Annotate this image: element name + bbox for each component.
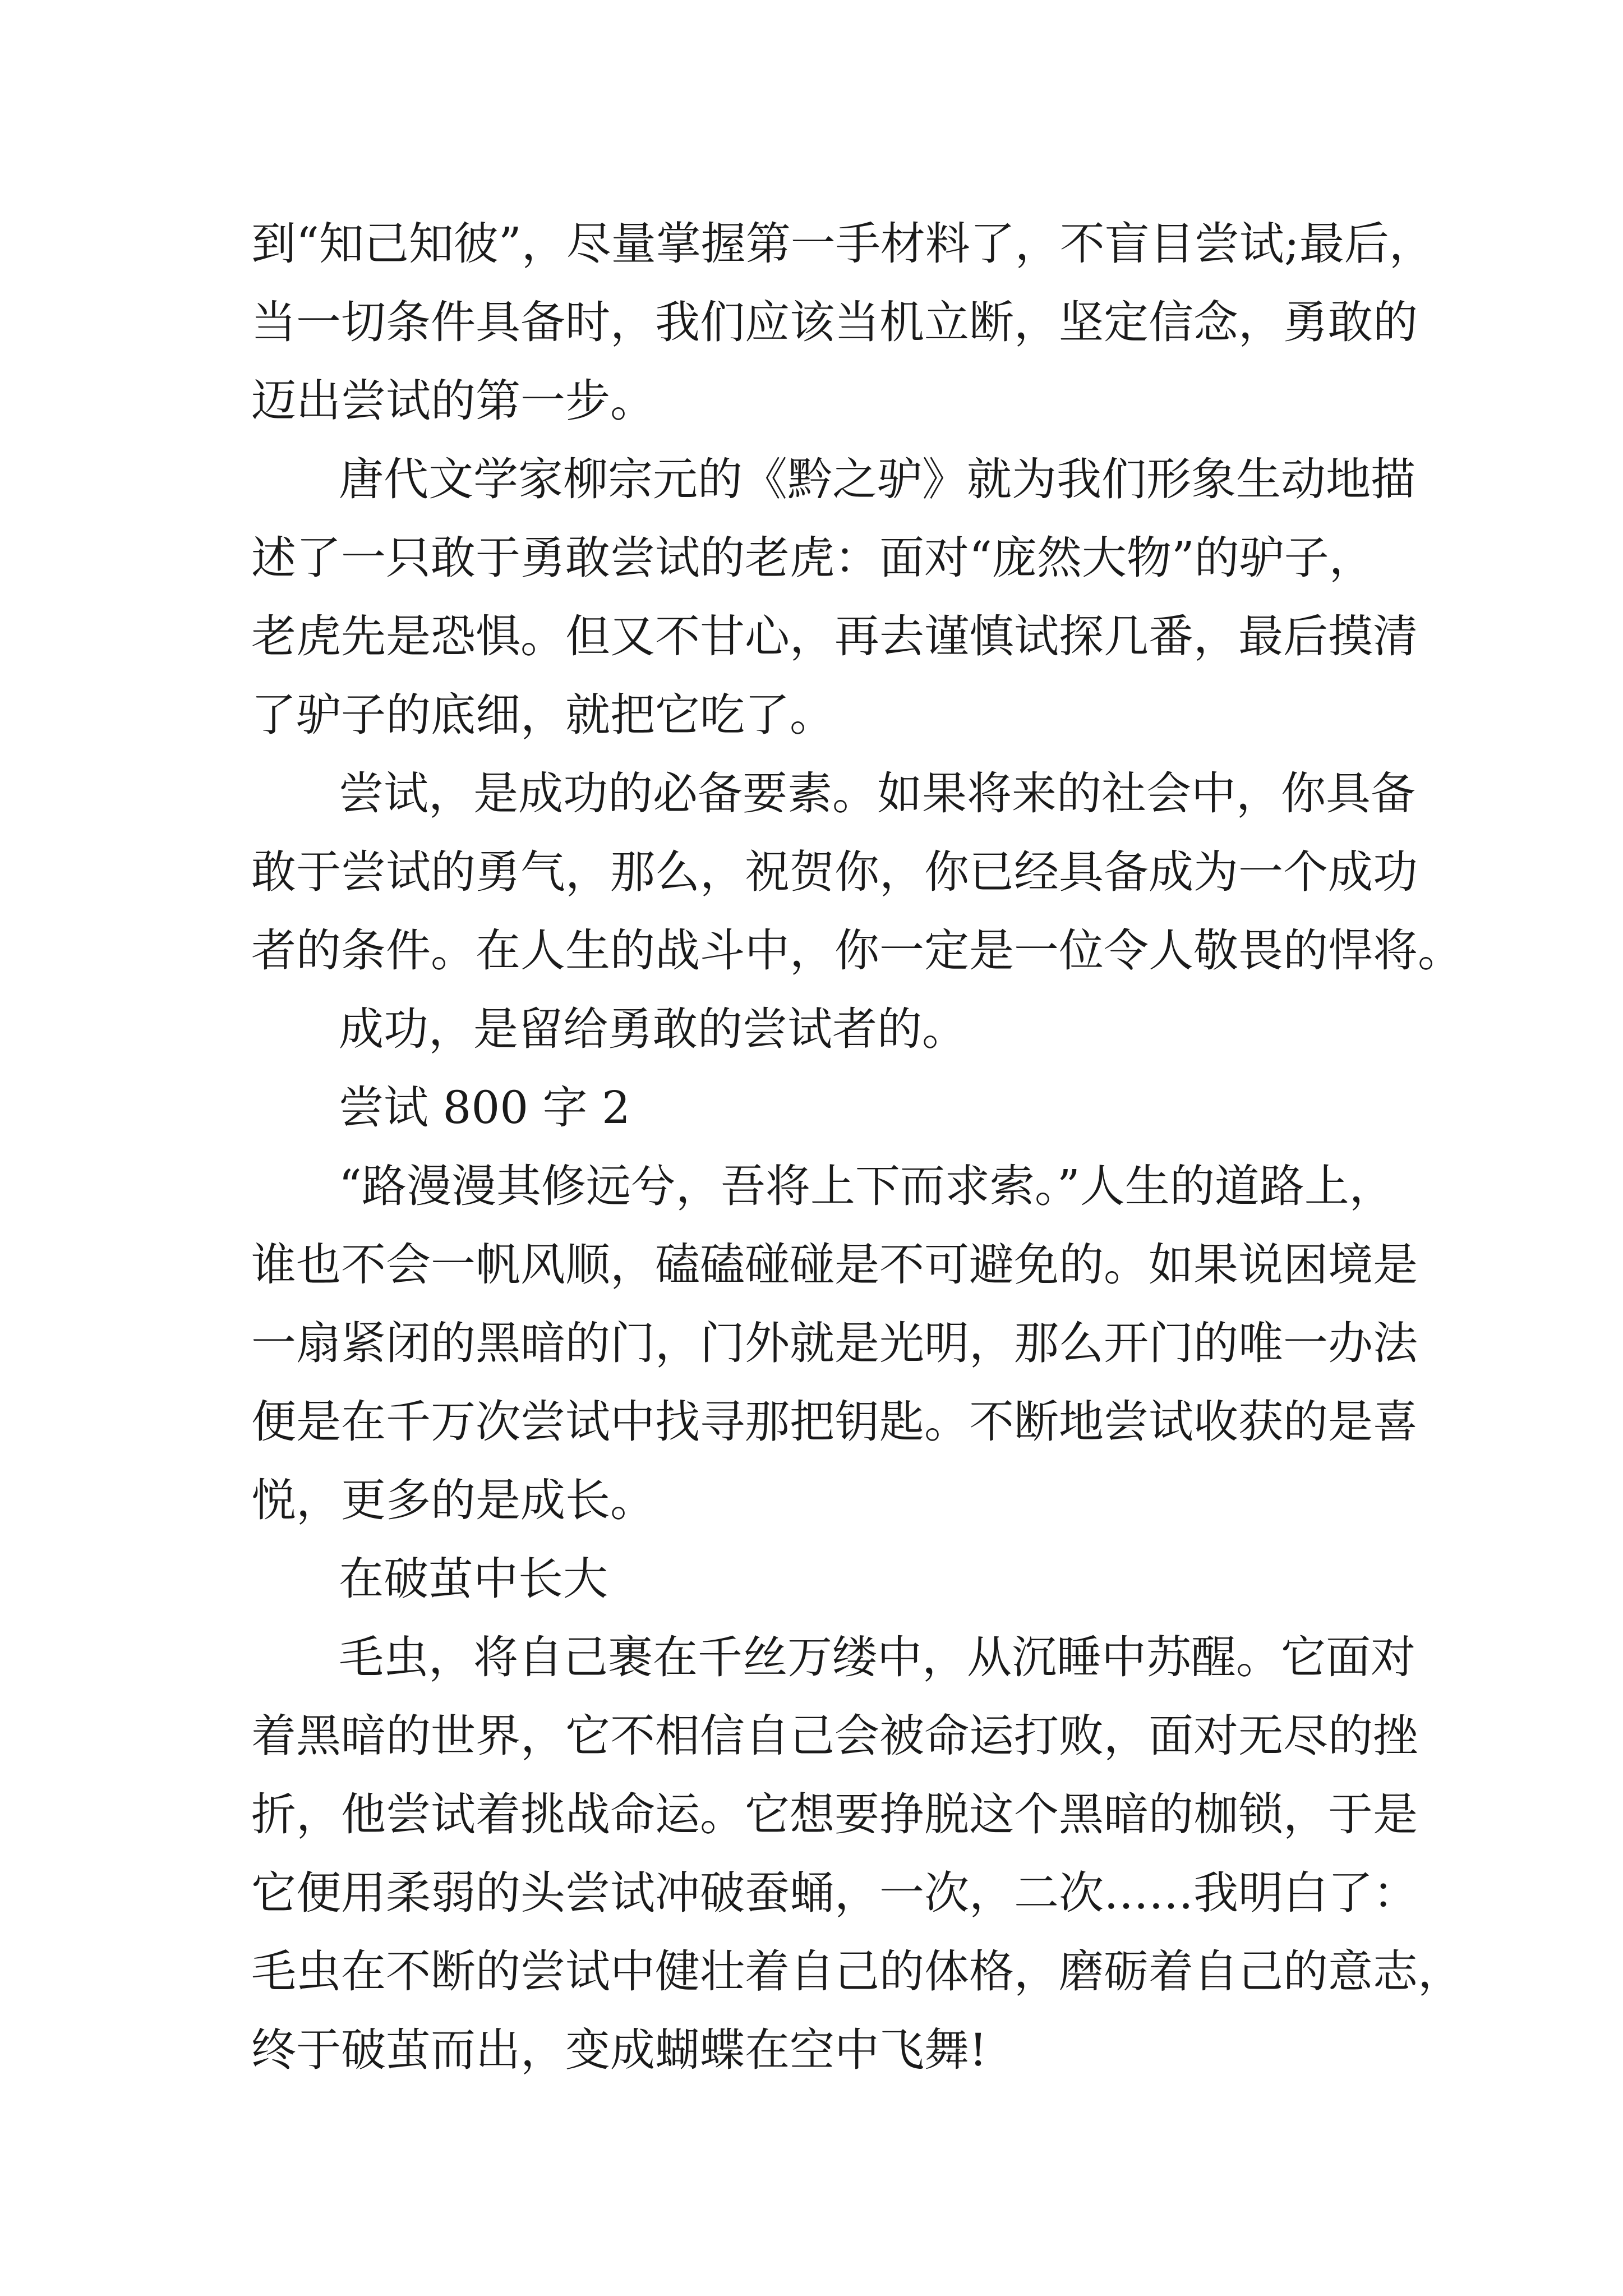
- text-line: 便是在千万次尝试中找寻那把钥匙。不断地尝试收获的是喜: [251, 1396, 1418, 1448]
- text-line: 毛虫在不断的尝试中健壮着自己的体格，磨砺着自己的意志，: [251, 1945, 1463, 1998]
- paragraph-first-line: 唐代文学家柳宗元的《黔之驴》就为我们形象生动地描: [339, 453, 1415, 505]
- text-line: 终于破茧而出，变成蝴蝶在空中飞舞!: [251, 2024, 988, 2076]
- text-line: 者的条件。在人生的战斗中，你一定是一位令人敬畏的悍将。: [251, 924, 1463, 977]
- section-heading: 尝试 800 字 2: [339, 1082, 630, 1134]
- text-line: 当一切条件具备时，我们应该当机立断，坚定信念，勇敢的: [251, 296, 1418, 348]
- text-line: 老虎先是恐惧。但又不甘心，再去谨慎试探几番，最后摸清: [251, 610, 1418, 662]
- text-line: 到“知己知彼”，尽量掌握第一手材料了，不盲目尝试;最后，: [251, 218, 1434, 270]
- text-line: 迈出尝试的第一步。: [251, 375, 655, 427]
- text-line: 它便用柔弱的头尝试冲破蚕蛹，一次，二次……我明白了：: [251, 1867, 1418, 1919]
- text-line: 敢于尝试的勇气，那么，祝贺你，你已经具备成为一个成功: [251, 846, 1418, 898]
- text-line: 了驴子的底细，就把它吃了。: [251, 689, 834, 741]
- text-line: 述了一只敢于勇敢尝试的老虎：面对“庞然大物”的驴子，: [251, 532, 1374, 584]
- paragraph-first-line: 毛虫，将自己裹在千丝万缕中，从沉睡中苏醒。它面对: [339, 1631, 1415, 1683]
- paragraph-first-line: 尝试，是成功的必备要素。如果将来的社会中，你具备: [339, 767, 1415, 820]
- text-line: 一扇紧闭的黑暗的门，门外就是光明，那么开门的唯一办法: [251, 1317, 1418, 1369]
- text-line: 悦，更多的是成长。: [251, 1474, 655, 1526]
- text-line: 着黑暗的世界，它不相信自己会被命运打败，面对无尽的挫: [251, 1710, 1418, 1762]
- text-line: 谁也不会一帆风顺，磕磕碰碰是不可避免的。如果说困境是: [251, 1239, 1418, 1291]
- paragraph-first-line: “路漫漫其修远兮，吾将上下而求索。”人生的道路上，: [339, 1160, 1394, 1212]
- section-heading: 在破茧中长大: [339, 1553, 608, 1605]
- paragraph-first-line: 成功，是留给勇敢的尝试者的。: [339, 1003, 967, 1055]
- text-line: 折，他尝试着挑战命运。它想要挣脱这个黑暗的枷锁，于是: [251, 1788, 1418, 1841]
